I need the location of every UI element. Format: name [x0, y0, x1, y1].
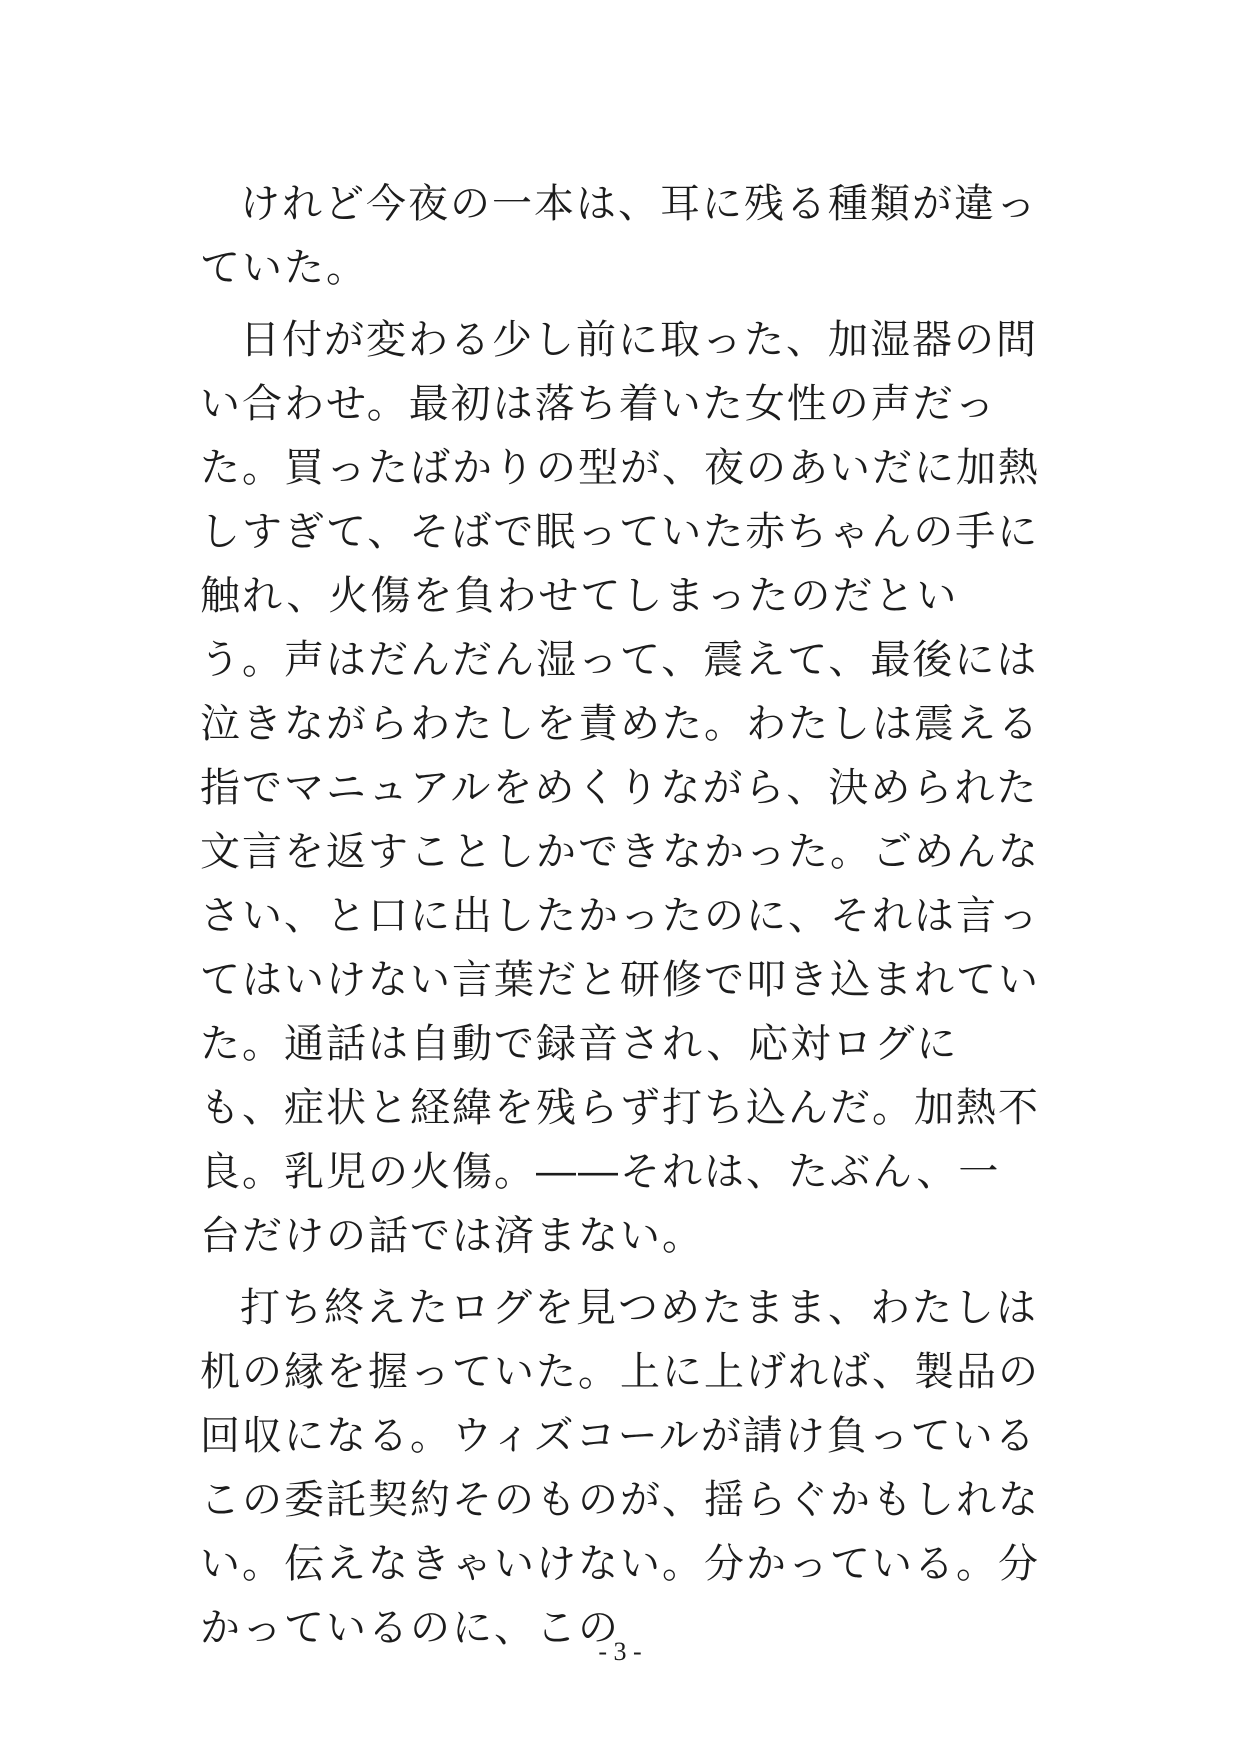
paragraph-2: 日付が変わる少し前に取った、加湿器の問い合わせ。最初は落ち着いた女性の声だった。買ったばかりの型が、夜のあいだに加熱しすぎて、そばで眠っていた赤ちゃんの手に触れ、火傷を負わせてしまったのだという。声はだんだん湿って、震えて、最後には泣きながらわたしを責めた。わたしは震える指でマニュアルをめくりながら、決められた文言を返すことしかできなかった。ごめんなさい、と口に出したかったのに、それは言ってはいけない言葉だと研修で叩き込まれていた。通話は自動で録音され、応対ログにも、症状と経緯を残らず打ち込んだ。加熱不良。乳児の火傷。――それは、たぶん、一台だけの話では済まない。 — [200, 317, 1040, 1259]
paragraph-1: けれど今夜の一本は、耳に残る種類が違っていた。 — [200, 181, 1038, 291]
page-number: - 3 - — [598, 1637, 642, 1666]
body-text — [200, 172, 1040, 1668]
paragraph-3: 打ち終えたログを見つめたまま、わたしは机の縁を握っていた。上に上げれば、製品の回収になる。ウィズコールが請け負っているこの委託契約そのものが、揺らぐかもしれない。伝えなきゃいけない。分かっている。分かっているのに、この — [200, 1285, 1040, 1651]
